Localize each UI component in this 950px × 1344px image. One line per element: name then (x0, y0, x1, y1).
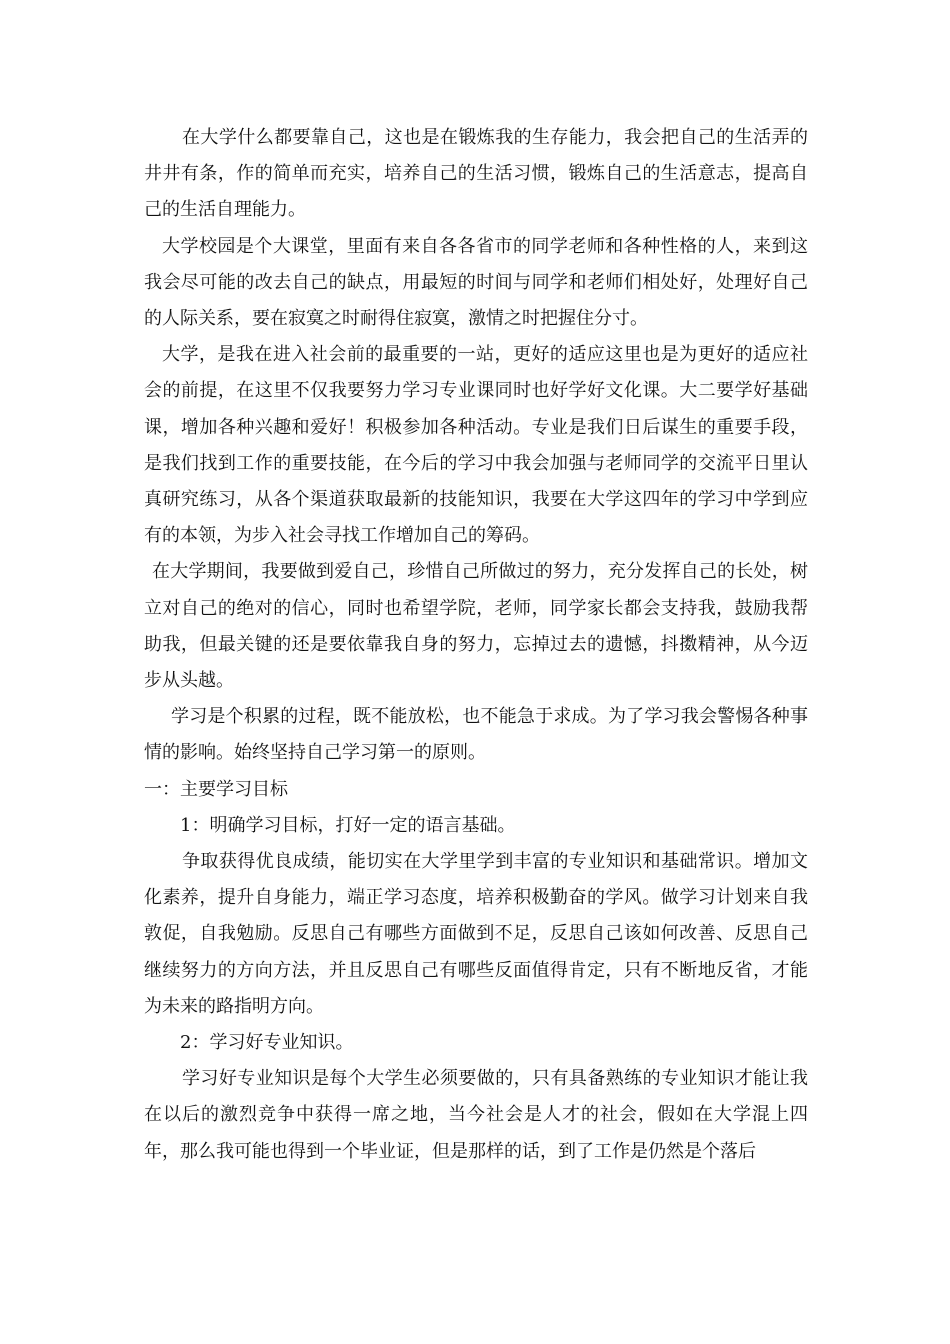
subheading-goal-1: 1：明确学习目标，打好一定的语言基础。 (180, 814, 516, 836)
section-heading-learning-goals: 一：主要学习目标 (144, 778, 288, 800)
paragraph-self-confidence: 在大学期间，我要做到爱自己，珍惜自己所做过的努力，充分发挥自己的长处，树立对自己的绝对的信心，同时也希望学院，老师，同学家长都会支持我，鼓励我帮助我，但最关键的还是要依靠我自身的努力，忘掉过去的遗憾，抖擞精神，从今迈步从头越。 (144, 561, 808, 692)
paragraph-learning-process: 学习是个积累的过程，既不能放松，也不能急于求成。为了学习我会警惕各种事情的影响。始终坚持自己学习第一的原则。 (144, 706, 808, 764)
paragraph-university-stage: 大学，是我在进入社会前的最重要的一站，更好的适应这里也是为更好的适应社会的前提，在这里不仅我要努力学习专业课同时也好学好文化课。大二要学好基础课，增加各种兴趣和爱好！积极参加各种活动。专业是我们日后谋生的重要手段，是我们找到工作的重要技能，在今后的学习中我会加强与老师同学的交流平日里认真研究练习，从各个渠道获取最新的技能知识，我要在大学这四年的学习中学到应有的本领，为步入社会寻找工作增加自己的筹码。 (144, 344, 808, 547)
document-body (144, 120, 808, 1170)
paragraph-self-reliance: 在大学什么都要靠自己，这也是在锻炼我的生存能力，我会把自己的生活弄的井井有条，作的简单而充实，培养自己的生活习惯，锻炼自己的生活意志，提高自己的生活自理能力。 (144, 127, 808, 221)
paragraph-professional-knowledge: 学习好专业知识是每个大学生必须要做的，只有具备熟练的专业知识才能让我在以后的激烈竞争中获得一席之地，当今社会是人才的社会，假如在大学混上四年，那么我可能也得到一个毕业证，但是那样的话，到了工作是仍然是个落后 (144, 1068, 808, 1162)
paragraph-campus-relations: 大学校园是个大课堂，里面有来自各各省市的同学老师和各种性格的人，来到这我会尽可能的改去自己的缺点，用最短的时间与同学和老师们相处好，处理好自己的人际关系，要在寂寞之时耐得住寂寞，激情之时把握住分寸。 (144, 235, 808, 330)
paragraph-good-grades: 争取获得优良成绩，能切实在大学里学到丰富的专业知识和基础常识。增加文化素养，提升自身能力，端正学习态度，培养积极勤奋的学风。做学习计划来自我敦促，自我勉励。反思自己有哪些方面做到不足，反思自己该如何改善、反思自己继续努力的方向方法，并且反思自己有哪些反面值得肯定，只有不断地反省，才能为未来的路指明方向。 (144, 851, 808, 1017)
subheading-goal-2: 2：学习好专业知识。 (180, 1032, 354, 1054)
